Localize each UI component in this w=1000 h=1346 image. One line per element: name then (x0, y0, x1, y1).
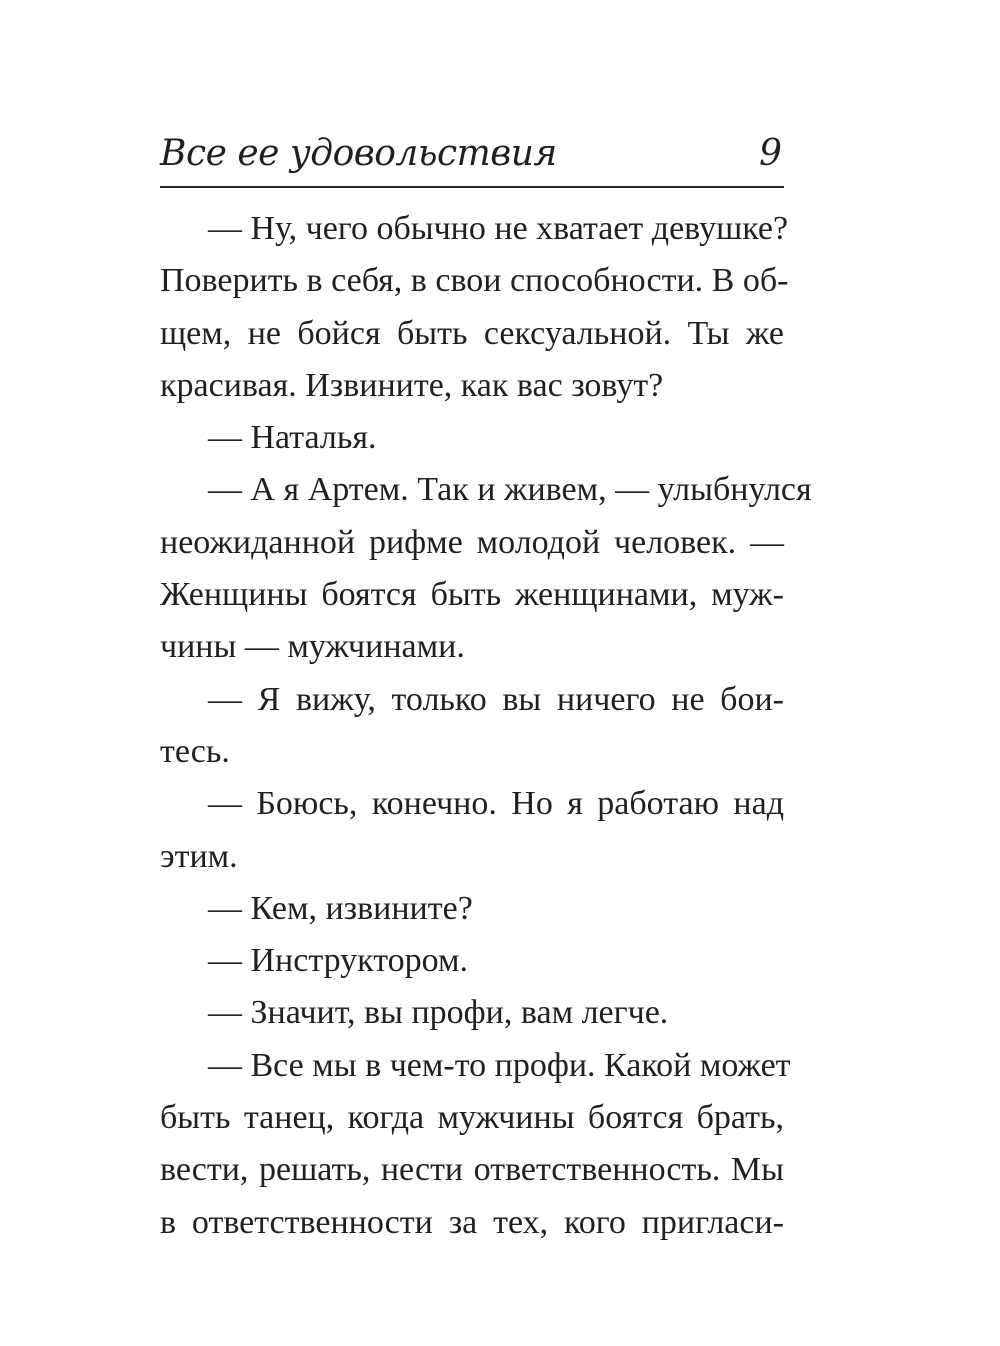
text-line: Женщины боятся быть женщинами, муж- (160, 576, 784, 614)
text-line: неожиданной рифме молодой человек. — (160, 523, 784, 561)
text-line: — Ну, чего обычно не хватает девушке? (208, 210, 789, 247)
text-line: — Я вижу, только вы ничего не бои- (208, 680, 784, 718)
text-line: — Наталья. (208, 419, 377, 457)
running-title: Все ее удовольствия (160, 133, 557, 174)
text-line: — Все мы в чем-то профи. Какой может (208, 1046, 791, 1084)
text-line: чины — мужчинами. (160, 628, 465, 666)
text-line: Поверить в себя, в свои способности. В об- (160, 262, 789, 300)
text-line: — Инструктором. (208, 942, 469, 980)
text-line: — Кем, извините? (208, 889, 473, 927)
text-line: вести, решать, нести ответственность. Мы (160, 1151, 784, 1189)
text-line: тесь. (160, 732, 230, 770)
text-line: в ответственности за тех, кого пригласи- (160, 1203, 784, 1241)
text-line: быть танец, когда мужчины боятся брать, (160, 1099, 784, 1137)
text-line: — А я Артем. Так и живем, — улыбнулся (208, 471, 812, 509)
text-line: — Боюсь, конечно. Но я работаю над (208, 785, 784, 823)
page-number: 9 (759, 133, 782, 174)
text-line: красивая. Извините, как вас зовут? (160, 366, 664, 404)
text-line: щем, не бойся быть сексуальной. Ты же (160, 314, 784, 352)
running-header (160, 126, 784, 188)
text-line: этим. (160, 837, 238, 875)
body-text (160, 203, 812, 1249)
text-line: — Значит, вы профи, вам легче. (208, 994, 669, 1032)
